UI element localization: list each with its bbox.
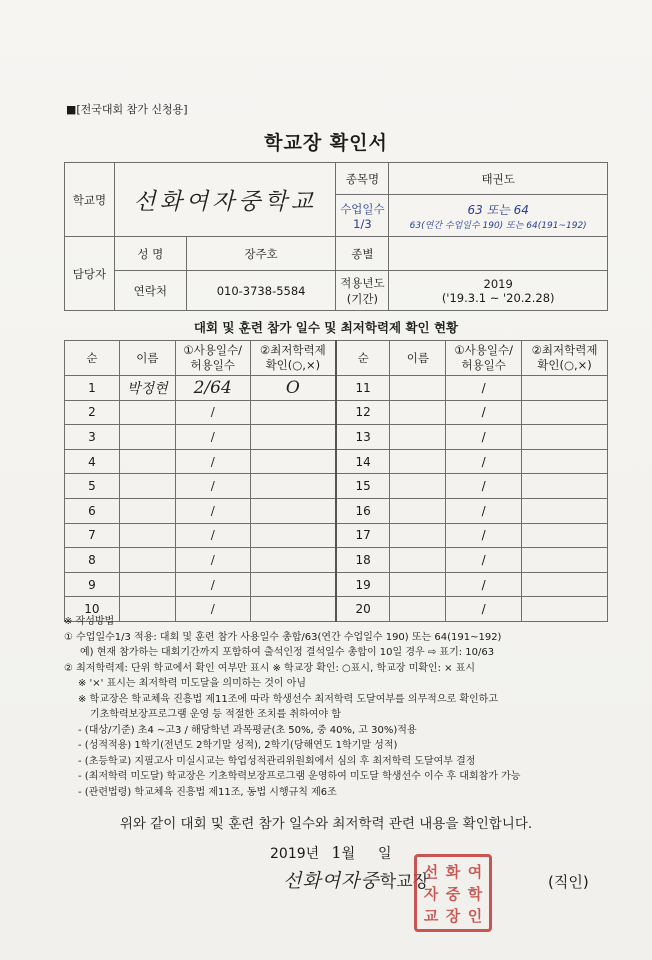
row-days: / bbox=[446, 449, 522, 474]
row-check bbox=[522, 425, 608, 450]
row-days: / bbox=[446, 597, 522, 622]
seal-character: 인 bbox=[467, 906, 483, 925]
days-label-line2: 1/3 bbox=[353, 216, 372, 231]
year-label-line2: (기간) bbox=[346, 291, 378, 306]
row-no: 13 bbox=[336, 425, 390, 450]
row-check bbox=[522, 474, 608, 499]
note-line: ※ 작성방법 bbox=[64, 616, 115, 627]
note-line: 기초학력보장프로그램 운영 등 적절한 조치를 취하여야 함 bbox=[90, 709, 341, 720]
principal-signature bbox=[283, 866, 429, 893]
header-days-left bbox=[175, 341, 250, 376]
seal-character: 여 bbox=[467, 862, 483, 881]
header-days-line1: ①사용일수/ bbox=[183, 343, 243, 357]
row-check bbox=[522, 449, 608, 474]
row-check bbox=[250, 572, 336, 597]
seal-role-label: (직인) bbox=[548, 873, 589, 891]
row-name bbox=[119, 449, 175, 474]
seal-character: 자 bbox=[423, 884, 439, 903]
notes-section bbox=[64, 614, 624, 800]
header-days-right bbox=[446, 341, 522, 376]
table-row bbox=[65, 400, 608, 425]
usage-label: ■[전국대회 참가 신청용] bbox=[66, 103, 188, 116]
section-title: 대회 및 훈련 참가 일수 및 최저학력제 확인 현황 bbox=[193, 320, 459, 335]
row-days: / bbox=[446, 425, 522, 450]
page-title: 학교장 확인서 bbox=[264, 132, 388, 154]
contact-label: 연락처 bbox=[114, 271, 186, 311]
category-label: 종별 bbox=[336, 237, 389, 271]
note-line: 예) 현재 참가하는 대회기간까지 포함하여 출석인정 결석일수 총합이 10일 경우 ⇨ 표기: 10/63 bbox=[80, 647, 495, 658]
school-value: 선화여자중학교 bbox=[114, 163, 336, 237]
row-check bbox=[522, 572, 608, 597]
category-value bbox=[389, 237, 608, 271]
row-check bbox=[250, 548, 336, 573]
note-line: ② 최저학력제: 단위 학교에서 확인 여부만 표시 ※ 학교장 확인: ○표시, 학교장 미확인: × 표시 bbox=[64, 662, 476, 674]
table-body bbox=[65, 376, 608, 622]
date-year: 2019년 bbox=[270, 846, 320, 862]
row-name bbox=[390, 425, 446, 450]
row-check bbox=[250, 425, 336, 450]
year-value-line1: 2019 bbox=[483, 276, 513, 291]
row-days: / bbox=[175, 498, 250, 523]
header-check-line2: 확인(○,×) bbox=[537, 358, 592, 372]
row-check bbox=[250, 449, 336, 474]
note-line: ※ 학교장은 학교체육 진흥법 제11조에 따라 학생선수 최저학력 도달여부를 의무적으로 확인하고 bbox=[78, 693, 498, 705]
row-no: 2 bbox=[65, 400, 120, 425]
note-line: - (최저학력 미도달) 학교장은 기초학력보장프로그램 운영하여 미도달 학생선수 이수 후 대회참가 가능 bbox=[78, 771, 521, 782]
contact-value: 010-3738-5584 bbox=[186, 271, 336, 311]
table-row bbox=[65, 425, 608, 450]
header-check-line1: ②최저학력제 bbox=[531, 343, 598, 357]
info-table bbox=[64, 162, 608, 311]
seal-character: 학 bbox=[467, 884, 483, 903]
header-no-right: 순 bbox=[336, 341, 390, 376]
row-check bbox=[250, 498, 336, 523]
row-name bbox=[390, 474, 446, 499]
row-name bbox=[119, 548, 175, 573]
row-no: 1 bbox=[65, 376, 120, 401]
header-check-line1: ②최저학력제 bbox=[259, 343, 326, 357]
name-value: 장주호 bbox=[186, 237, 336, 271]
confirm-statement: 위와 같이 대회 및 훈련 참가 일수와 최저학력 관련 내용을 확인합니다. bbox=[119, 816, 533, 832]
header-check-right bbox=[522, 341, 608, 376]
row-no: 14 bbox=[336, 449, 390, 474]
table-row bbox=[65, 449, 608, 474]
row-name bbox=[119, 523, 175, 548]
table-row bbox=[65, 498, 608, 523]
days-label bbox=[336, 195, 389, 237]
row-name bbox=[390, 548, 446, 573]
seal-character: 화 bbox=[445, 862, 461, 881]
table-row bbox=[65, 548, 608, 573]
row-name bbox=[390, 400, 446, 425]
days-value-line2: 63(연간 수업일수 190) 또는 64(191~192) bbox=[409, 220, 587, 231]
row-no: 7 bbox=[65, 523, 120, 548]
row-days: / bbox=[175, 523, 250, 548]
header-name-right: 이름 bbox=[390, 341, 446, 376]
row-check bbox=[250, 523, 336, 548]
header-days-line2: 허용일수 bbox=[190, 358, 235, 372]
table-row bbox=[65, 523, 608, 548]
row-no: 9 bbox=[65, 572, 120, 597]
row-no: 19 bbox=[336, 572, 390, 597]
note-line: - (초등학교) 지필고사 미실시교는 학업성적관리위원회에서 심의 후 최저학력 도달여부 결정 bbox=[78, 755, 476, 767]
row-name bbox=[119, 425, 175, 450]
row-name bbox=[390, 523, 446, 548]
year-value bbox=[389, 271, 608, 311]
row-days: / bbox=[446, 474, 522, 499]
table-header-row bbox=[65, 341, 608, 376]
seal-character: 교 bbox=[423, 906, 439, 925]
principal-school-handwritten: 선화여자중 bbox=[283, 870, 380, 892]
row-check bbox=[522, 498, 608, 523]
row-days: / bbox=[175, 425, 250, 450]
year-value-line2: ('19.3.1 ~ '20.2.28) bbox=[441, 290, 555, 305]
row-no: 17 bbox=[336, 523, 390, 548]
row-check bbox=[522, 548, 608, 573]
row-check bbox=[250, 400, 336, 425]
seal-character: 장 bbox=[445, 906, 461, 925]
row-no: 11 bbox=[336, 376, 390, 401]
row-name bbox=[390, 449, 446, 474]
row-no: 4 bbox=[65, 449, 120, 474]
row-check bbox=[522, 523, 608, 548]
seal-character: 중 bbox=[445, 884, 461, 903]
date-line bbox=[270, 843, 392, 863]
row-no: 20 bbox=[336, 597, 390, 622]
row-days: / bbox=[175, 474, 250, 499]
seal-character: 선 bbox=[423, 862, 439, 881]
note-line: ※ '×' 표시는 최저학력 미도달을 의미하는 것이 아님 bbox=[78, 678, 307, 689]
row-days: 2/64 bbox=[175, 376, 250, 401]
event-label: 종목명 bbox=[336, 163, 389, 195]
row-name bbox=[390, 572, 446, 597]
row-name bbox=[390, 498, 446, 523]
row-name bbox=[119, 498, 175, 523]
row-days: / bbox=[446, 572, 522, 597]
row-days: / bbox=[175, 548, 250, 573]
row-no: 16 bbox=[336, 498, 390, 523]
date-month-handwritten: 1 bbox=[331, 843, 342, 862]
note-line: - (성적적용) 1학기(전년도 2학기말 성적), 2학기(당해연도 1학기말 성적) bbox=[78, 740, 398, 751]
row-no: 15 bbox=[336, 474, 390, 499]
date-day: 일 bbox=[378, 846, 392, 862]
row-days: / bbox=[446, 376, 522, 401]
school-label: 학교명 bbox=[65, 163, 115, 237]
header-no-left: 순 bbox=[65, 341, 120, 376]
row-days: / bbox=[446, 548, 522, 573]
row-days: / bbox=[175, 572, 250, 597]
row-check bbox=[522, 376, 608, 401]
note-line: ① 수업일수1/3 적용: 대회 및 훈련 참가 사용일수 총합/63(연간 수업일수 190) 또는 64(191~192) bbox=[64, 631, 502, 643]
row-check: O bbox=[250, 376, 336, 401]
header-name-left: 이름 bbox=[119, 341, 175, 376]
row-no: 18 bbox=[336, 548, 390, 573]
header-days-line1: ①사용일수/ bbox=[454, 343, 513, 357]
header-days-line2: 허용일수 bbox=[461, 358, 506, 372]
note-line: - (대상/기준) 초4 ~고3 / 해당학년 과목평균(초 50%, 중 40%, 고 30%)적용 bbox=[78, 724, 417, 736]
year-label bbox=[336, 271, 389, 311]
header-check-left bbox=[250, 341, 336, 376]
row-no: 10 bbox=[65, 597, 120, 622]
row-days: / bbox=[446, 523, 522, 548]
official-seal bbox=[414, 854, 492, 932]
principal-suffix: 학교장 bbox=[379, 872, 430, 892]
row-no: 8 bbox=[65, 548, 120, 573]
table-row bbox=[65, 376, 608, 401]
manager-label: 담당자 bbox=[65, 237, 115, 311]
row-days: / bbox=[175, 449, 250, 474]
row-no: 5 bbox=[65, 474, 120, 499]
table-row bbox=[65, 572, 608, 597]
date-month: 월 bbox=[341, 846, 356, 862]
event-value: 태권도 bbox=[389, 163, 608, 195]
days-value-line1: 63 또는 64 bbox=[467, 202, 529, 217]
note-line: - (관련법령) 학교체육 진흥법 제11조, 동법 시행규칙 제6조 bbox=[78, 786, 337, 798]
row-name bbox=[119, 572, 175, 597]
row-days: / bbox=[175, 400, 250, 425]
days-value bbox=[389, 195, 608, 237]
row-check bbox=[250, 474, 336, 499]
name-label: 성 명 bbox=[114, 237, 186, 271]
participation-table bbox=[64, 340, 608, 622]
row-name bbox=[119, 400, 175, 425]
row-name bbox=[119, 474, 175, 499]
header-check-line2: 확인(○,×) bbox=[265, 358, 321, 372]
row-name: 박정현 bbox=[119, 376, 175, 401]
year-label-line1: 적용년도 bbox=[340, 275, 385, 290]
row-no: 6 bbox=[65, 498, 120, 523]
row-days: / bbox=[446, 400, 522, 425]
row-no: 12 bbox=[336, 400, 390, 425]
row-days: / bbox=[175, 597, 250, 622]
row-check bbox=[522, 400, 608, 425]
row-days: / bbox=[446, 498, 522, 523]
row-name bbox=[390, 376, 446, 401]
row-no: 3 bbox=[65, 425, 120, 450]
table-row bbox=[65, 474, 608, 499]
days-label-line1: 수업일수 bbox=[340, 201, 385, 216]
